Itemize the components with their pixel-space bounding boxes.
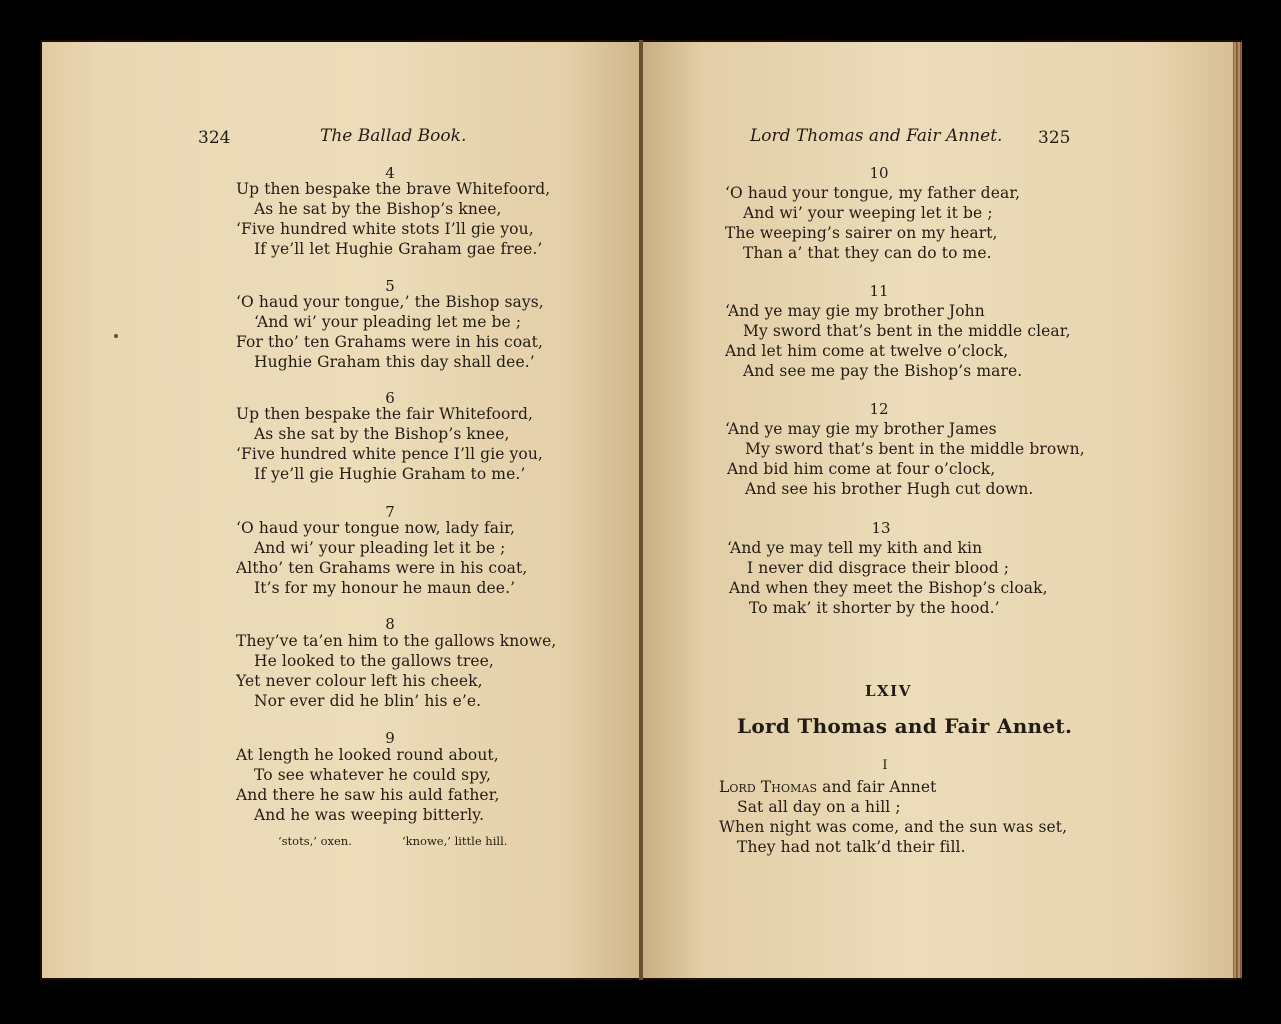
running-head-left: The Ballad Book. — [320, 126, 467, 146]
verse-line: Than a’ that they can do to me. — [743, 244, 992, 262]
verse-line: Hughie Graham this day shall dee.’ — [254, 353, 535, 371]
stanza-number: 4 — [385, 164, 395, 182]
verse-line — [719, 778, 936, 796]
running-head-right: Lord Thomas and Fair Annet. — [750, 126, 1003, 146]
stanza-number: 12 — [869, 400, 889, 418]
footnote: ‘stots,’ oxen. — [278, 834, 352, 848]
stanza-number: 13 — [871, 519, 891, 537]
verse-line: And see his brother Hugh cut down. — [745, 480, 1034, 498]
verse-line: Sat all day on a hill ; — [737, 798, 901, 816]
verse-line: It’s for my honour he maun dee.’ — [254, 579, 516, 597]
ink-spot — [114, 334, 118, 338]
verse-line: To mak’ it shorter by the hood.’ — [749, 599, 1000, 617]
verse-line: ‘And ye may gie my brother James — [725, 420, 997, 438]
verse-line: Yet never colour left his cheek, — [236, 672, 483, 690]
page-number-left: 324 — [198, 128, 231, 148]
right-page — [643, 42, 1233, 978]
verse-line: ‘O haud your tongue now, lady fair, — [236, 519, 516, 537]
verse-line: My sword that’s bent in the middle clear, — [743, 322, 1071, 340]
verse-line: As she sat by the Bishop’s knee, — [254, 425, 510, 443]
smallcaps-lead: Lord Thomas — [719, 778, 818, 796]
verse-line: ‘And ye may gie my brother John — [725, 302, 985, 320]
verse-line: And wi’ your weeping let it be ; — [743, 204, 993, 222]
verse-line: He looked to the gallows tree, — [254, 652, 494, 670]
verse-line: ‘O haud your tongue, my father dear, — [725, 184, 1021, 202]
verse-line: They had not talk’d their fill. — [737, 838, 966, 856]
stanza-number: I — [882, 758, 888, 773]
verse-line: And let him come at twelve o’clock, — [725, 342, 1009, 360]
verse-line-rest: and fair Annet — [817, 778, 937, 796]
verse-line: ‘Five hundred white pence I’ll gie you, — [236, 445, 543, 463]
verse-line: Up then bespake the brave Whitefoord, — [236, 180, 551, 198]
verse-line: And wi’ your pleading let it be ; — [254, 539, 506, 557]
verse-line: They’ve ta’en him to the gallows knowe, — [236, 632, 557, 650]
verse-line: And see me pay the Bishop’s mare. — [743, 362, 1023, 380]
stanza-number: 5 — [385, 277, 395, 295]
verse-line: ‘And ye may tell my kith and kin — [727, 539, 983, 557]
verse-line: For tho’ ten Grahams were in his coat, — [236, 333, 543, 351]
page-number-right: 325 — [1038, 128, 1071, 148]
ballad-title: Lord Thomas and Fair Annet. — [737, 714, 1073, 738]
verse-line: At length he looked round about, — [236, 746, 499, 764]
verse-line: As he sat by the Bishop’s knee, — [254, 200, 502, 218]
verse-line: If ye’ll gie Hughie Graham to me.’ — [254, 465, 526, 483]
verse-line: To see whatever he could spy, — [254, 766, 492, 784]
stanza-number: 9 — [385, 729, 395, 747]
stanza-number: 8 — [385, 615, 395, 633]
verse-line: ‘Five hundred white stots I’ll gie you, — [236, 220, 534, 238]
stanza-number: 10 — [869, 164, 889, 182]
open-book — [40, 40, 1242, 980]
verse-line: The weeping’s sairer on my heart, — [725, 224, 998, 242]
verse-line: And he was weeping bitterly. — [254, 806, 485, 824]
verse-line: I never did disgrace their blood ; — [747, 559, 1010, 577]
stanza-number: 7 — [385, 503, 395, 521]
verse-line: Nor ever did he blin’ his e’e. — [254, 692, 482, 710]
left-page — [42, 42, 639, 978]
verse-line: When night was come, and the sun was set, — [719, 818, 1068, 836]
verse-line: My sword that’s bent in the middle brown, — [745, 440, 1085, 458]
stanza-number: 11 — [869, 282, 889, 300]
verse-line: Altho’ ten Grahams were in his coat, — [236, 559, 528, 577]
verse-line: Up then bespake the fair Whitefoord, — [236, 405, 534, 423]
verse-line: And when they meet the Bishop’s cloak, — [729, 579, 1048, 597]
verse-line: ‘And wi’ your pleading let me be ; — [254, 313, 522, 331]
verse-line: And bid him come at four o’clock, — [727, 460, 996, 478]
footnote: ‘knowe,’ little hill. — [402, 834, 508, 848]
ballad-numeral: LXIV — [865, 682, 912, 700]
verse-line: If ye’ll let Hughie Graham gae free.’ — [254, 240, 543, 258]
verse-line: And there he saw his auld father, — [236, 786, 500, 804]
stanza-number: 6 — [385, 389, 395, 407]
page-edges — [1233, 42, 1242, 978]
verse-line: ‘O haud your tongue,’ the Bishop says, — [236, 293, 544, 311]
